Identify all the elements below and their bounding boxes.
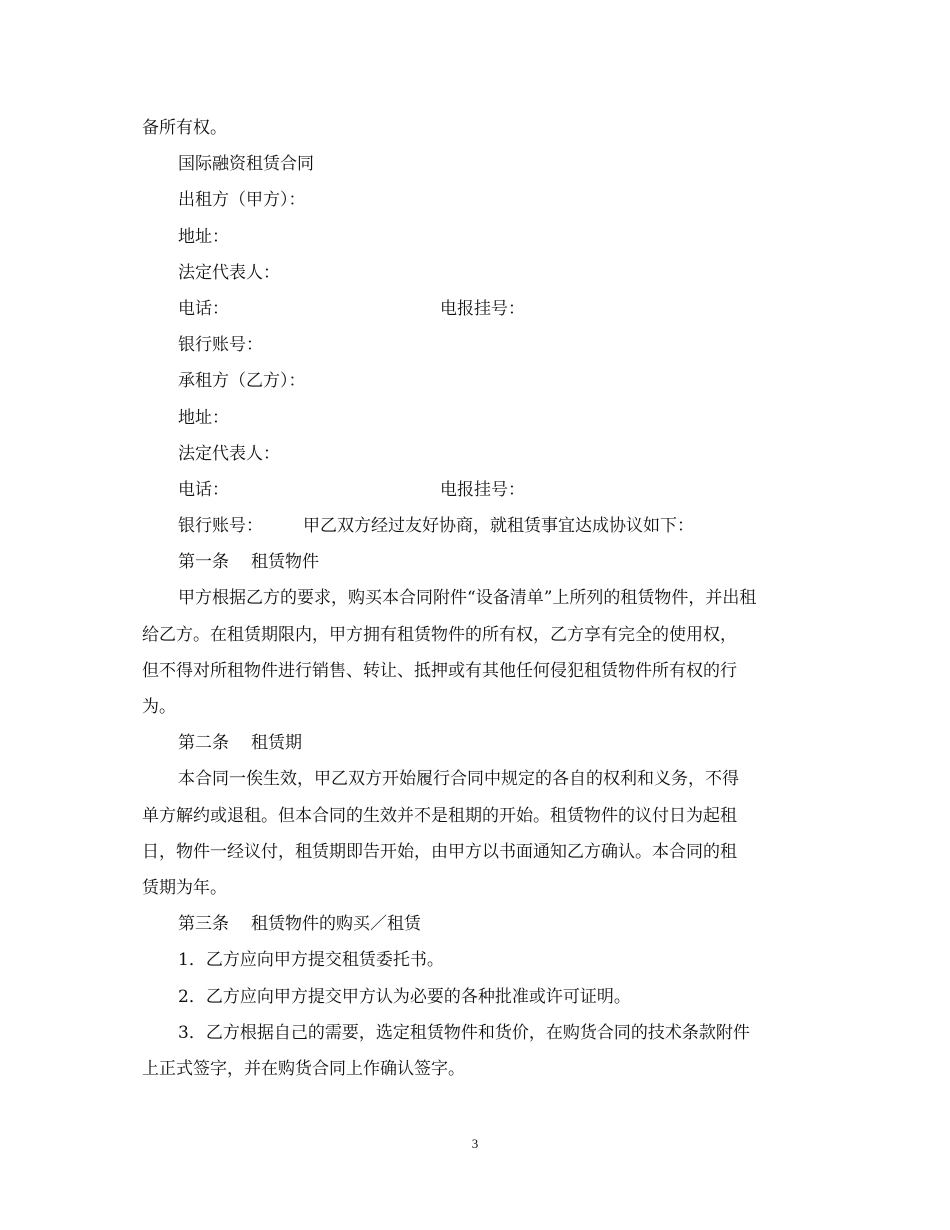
lessor-phone-label: 电话：	[178, 298, 229, 319]
lessor-label: 出租方（甲方）：	[178, 190, 306, 211]
page-number: 3	[471, 1136, 479, 1151]
list-item: 3．乙方根据自己的需要，选定租赁物件和货价，在购货合同的技术条款附件	[178, 1022, 750, 1043]
paragraph-line: 为。	[142, 697, 176, 717]
article-2-number: 第二条	[178, 733, 229, 754]
article-1-number: 第一条	[178, 552, 229, 573]
paragraph-line: 赁期为年。	[142, 877, 227, 898]
article-2-title: 租赁期	[251, 733, 302, 754]
lessee-telegraph-label: 电报挂号：	[440, 479, 525, 500]
lessee-representative-label: 法定代表人：	[178, 443, 280, 464]
lessee-bank-label: 银行账号：	[178, 516, 263, 537]
lessor-bank-label: 银行账号：	[178, 335, 263, 356]
article-2-heading	[142, 725, 810, 761]
article-3-heading	[142, 906, 810, 942]
lessor-telegraph-label: 电报挂号：	[440, 298, 525, 319]
text-line: 备所有权。	[142, 118, 227, 138]
lessee-address-label: 地址：	[178, 407, 229, 428]
lessor-address-label: 地址：	[178, 226, 229, 247]
paragraph-line: 本合同一俟生效，甲乙双方开始履行合同中规定的各自的权利和义务，不得	[178, 769, 739, 790]
paragraph-line: 上正式签字，并在购货合同上作确认签字。	[142, 1058, 465, 1079]
list-item: 1．乙方应向甲方提交租赁委托书。	[178, 950, 444, 971]
lessee-label: 承租方（乙方）：	[178, 371, 306, 392]
paragraph-line: 日，物件一经议付，租赁期即告开始，由甲方以书面通知乙方确认。本合同的租	[142, 841, 737, 862]
paragraph-line: 给乙方。在租赁期限内，甲方拥有租赁物件的所有权，乙方享有完全的使用权，	[142, 624, 737, 645]
paragraph-line: 单方解约或退租。但本合同的生效并不是租期的开始。租赁物件的议付日为起租	[142, 805, 737, 826]
lessee-bank-row	[142, 508, 810, 544]
agreement-intro: 甲乙双方经过友好协商，就租赁事宜达成协议如下：	[303, 516, 694, 537]
article-3-number: 第三条	[178, 914, 229, 935]
article-3-title: 租赁物件的购买／租赁	[251, 914, 421, 935]
lessor-contact-row	[142, 291, 810, 327]
lessee-contact-row	[142, 472, 810, 508]
paragraph-line: 但不得对所租物件进行销售、转让、抵押或有其他任何侵犯租赁物件所有权的行	[142, 660, 737, 681]
document-body	[142, 110, 810, 1087]
article-1-title: 租赁物件	[251, 552, 319, 573]
list-item: 2．乙方应向甲方提交甲方认为必要的各种批准或许可证明。	[178, 986, 631, 1007]
article-1-heading	[142, 544, 810, 580]
paragraph-line: 甲方根据乙方的要求，购买本合同附件“设备清单”上所列的租赁物件，并出租	[178, 588, 757, 609]
contract-title: 国际融资租赁合同	[178, 154, 314, 175]
lessee-phone-label: 电话：	[178, 479, 229, 500]
lessor-representative-label: 法定代表人：	[178, 262, 280, 283]
